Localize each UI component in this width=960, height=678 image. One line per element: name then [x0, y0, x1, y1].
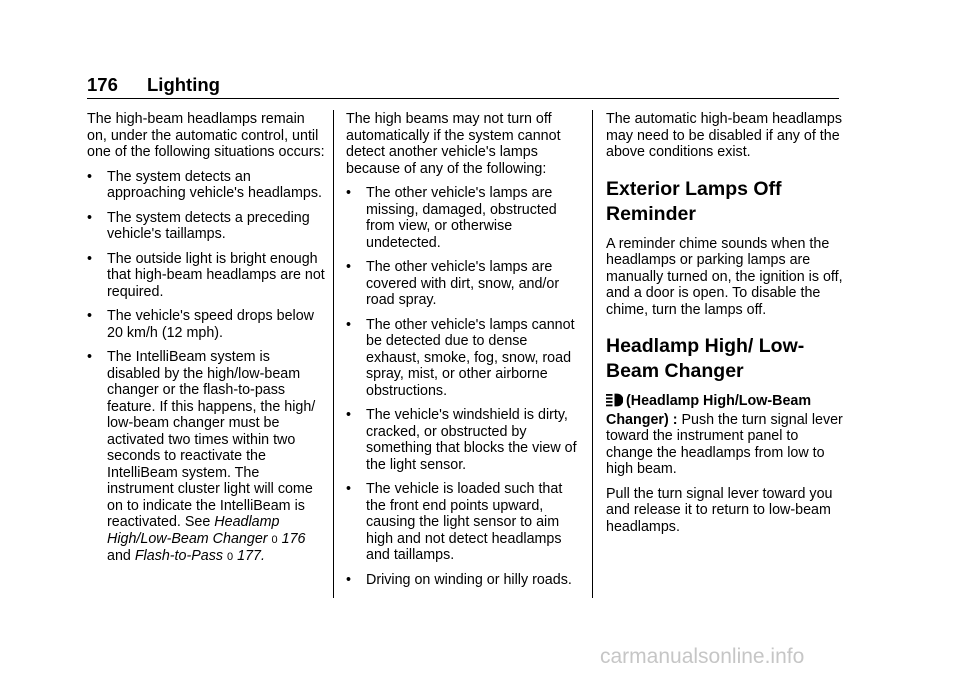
- page-header: [87, 72, 839, 99]
- list-item: • The vehicle's speed drops below 20 km/h (12 mph).: [87, 308, 314, 341]
- column-divider-1: [333, 110, 334, 598]
- column-2: [346, 111, 584, 596]
- section-heading: Exterior Lamps Off Reminder: [606, 177, 782, 225]
- section-heading: Headlamp High/ Low-Beam Changer: [606, 335, 805, 382]
- column-3: [606, 111, 844, 543]
- cross-reference-page[interactable]: 176: [281, 530, 306, 547]
- col2-intro: The high beams may not turn off automatically if the system cannot detect another vehicle's lamps because of any of the following:: [346, 111, 561, 177]
- list-item: • The IntelliBeam system is disabled by the high/low-beam changer or the flash-to-pass feature. If this happens, the high/ low-beam changer must be activated two times within two seconds to reactivate the IntelliBeam system. The instrument cluster light will come on to indicate the IntelliBeam is reactivated. See Headlamp High/Low-Beam Changer 0 176 and Flash-to-Pass 0 177.: [87, 349, 316, 564]
- list-item: • The outside light is bright enough that high-beam headlamps are not required.: [87, 250, 325, 300]
- icon-term: (Headlamp High/Low-Beam Changer) :: [606, 393, 812, 428]
- list-item: • Driving on winding or hilly roads.: [346, 571, 572, 588]
- list-item: • The system detects a preceding vehicle's taillamps.: [87, 209, 310, 242]
- page-number: 176: [87, 74, 118, 95]
- list-item: • The vehicle's windshield is dirty, cracked, or obstructed by something that blocks the view of the light sensor.: [346, 407, 577, 473]
- col3-paragraph: (Headlamp High/Low-Beam Changer) : Push the turn signal lever toward the instrument panel to change the headlamps from low to high beam.: [606, 393, 843, 477]
- list-item: • The vehicle is loaded such that the front end points upward, causing the light sensor to aim high and not detect headlamps and taillamps.: [346, 481, 563, 563]
- cross-reference-link[interactable]: Flash-to-Pass: [134, 548, 224, 564]
- list-item: • The other vehicle's lamps cannot be detected due to dense exhaust, smoke, fog, snow, road spray, mist, or other airborne obstructions.: [346, 316, 575, 399]
- col3-paragraph: A reminder chime sounds when the headlamps or parking lamps are manually turned on, the ignition is off, and a door is open. To disable the chime, turn the lamps off.: [606, 235, 843, 318]
- section-title: Lighting: [147, 74, 220, 95]
- column-1: [87, 111, 327, 574]
- watermark: carmanualsonline.info: [600, 645, 805, 668]
- page-ref-arrow-icon: 0: [227, 551, 234, 563]
- high-beam-icon: [606, 393, 623, 412]
- col1-intro: The high-beam headlamps remain on, under the automatic control, until one of the following situations occurs:: [87, 111, 325, 160]
- col3-paragraph: The automatic high-beam headlamps may need to be disabled if any of the above conditions exist.: [606, 111, 843, 160]
- list-item: • The system detects an approaching vehicle's headlamps.: [87, 168, 322, 201]
- list-item: • The other vehicle's lamps are missing, damaged, obstructed from view, or otherwise undetected.: [346, 185, 557, 251]
- col3-paragraph: Pull the turn signal lever toward you and release it to return to low-beam headlamps.: [606, 485, 833, 535]
- page-ref-arrow-icon: 0: [271, 533, 278, 546]
- cross-reference-link[interactable]: Headlamp High/Low-Beam Changer: [107, 514, 280, 547]
- list-item: • The other vehicle's lamps are covered with dirt, snow, and/or road spray.: [346, 259, 560, 308]
- cross-reference-page[interactable]: 177: [237, 548, 261, 564]
- column-divider-2: [592, 110, 593, 598]
